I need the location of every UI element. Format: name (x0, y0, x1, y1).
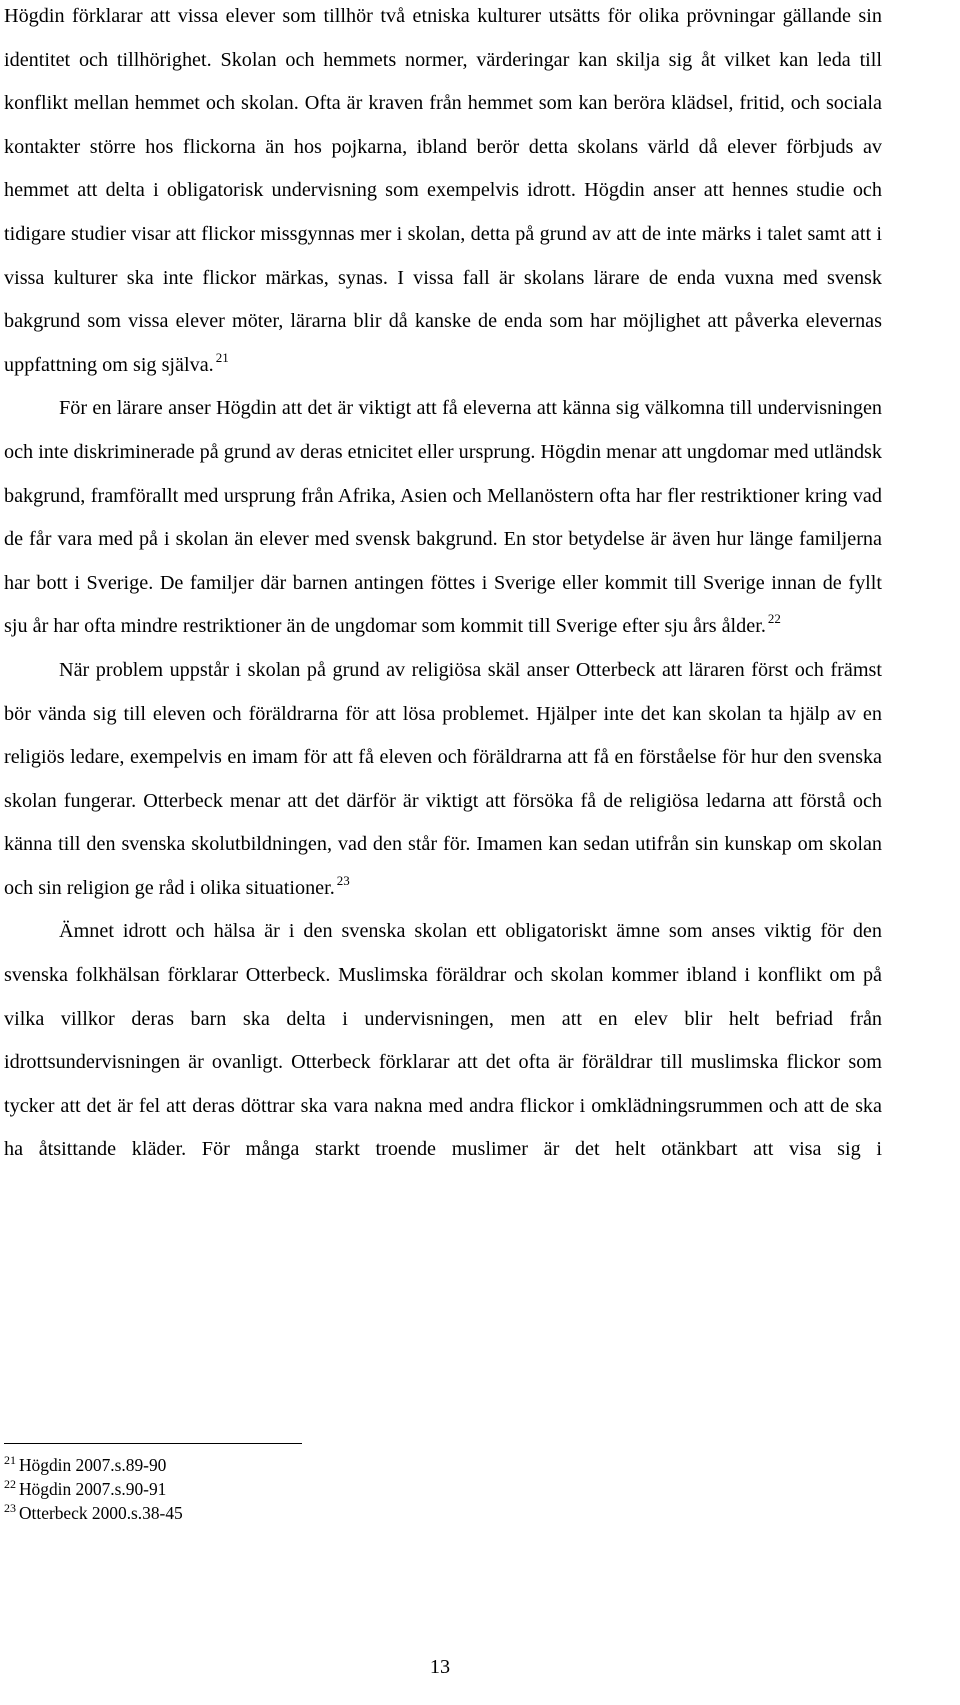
paragraph-3 (4, 649, 882, 911)
footnote-number: 23 (4, 1501, 16, 1515)
paragraph-1 (4, 0, 882, 387)
footnotes (4, 1453, 604, 1525)
body-text (4, 0, 882, 1172)
footnote-separator (4, 1443, 302, 1444)
footnote-number: 22 (4, 1477, 16, 1491)
footnote-21 (4, 1453, 604, 1477)
paragraph-1-text: Högdin förklarar att vissa elever som tillhör två etniska kulturer utsätts för olika prövningar gällande sin identitet och tillhörighet. Skolan och hemmets normer, värderingar kan skilja sig åt vilket kan leda till konflikt mellan hemmet och skolan. Ofta är kraven från hemmet som kan beröra klädsel, fritid, och sociala kontakter större hos flickorna än hos pojkarna, ibland berör detta skolans värld då elever förbjuds av hemmet att delta i obligatorisk undervisning som exempelvis idrott. Högdin anser att hennes studie och tidigare studier visar att flickor missgynnas mer i skolan, detta på grund av att de inte märks i talet samt att i vissa kulturer ska inte flickor märkas, synas. I vissa fall är skolans lärare de enda vuxna med svensk bakgrund som vissa elever möter, lärarna blir då kanske de enda som har möjlighet att påverka elevernas uppfattning om sig själva. (4, 5, 882, 376)
footnote-ref-23[interactable]: 23 (336, 872, 350, 888)
footnote-text: Högdin 2007.s.90-91 (19, 1479, 167, 1499)
footnote-text: Otterbeck 2000.s.38-45 (19, 1503, 183, 1523)
footnote-ref-22[interactable]: 22 (767, 611, 781, 627)
footnote-22 (4, 1477, 604, 1501)
paragraph-4 (4, 910, 882, 1172)
paragraph-2-text: För en lärare anser Högdin att det är viktigt att få eleverna att känna sig välkomna till undervisningen och inte diskriminerade på grund av deras etnicitet eller ursprung. Högdin menar att ungdomar med utländsk bakgrund, framförallt med ursprung från Afrika, Asien och Mellanöstern ofta har fler restriktioner kring vad de får vara med på i skolan än elever med svensk bakgrund. En stor betydelse är även hur länge familjerna har bott i Sverige. De familjer där barnen antingen föttes i Sverige eller kommit till Sverige innan de fyllt sju år har ofta mindre restriktioner än de ungdomar som kommit till Sverige efter sju års ålder. (4, 397, 882, 638)
page-number: 13 (429, 1656, 451, 1678)
footnote-number: 21 (4, 1453, 16, 1467)
footnote-ref-21[interactable]: 21 (215, 349, 229, 365)
paragraph-4-text: Ämnet idrott och hälsa är i den svenska skolan ett obligatoriskt ämne som anses viktig för den svenska folkhälsan förklarar Otterbeck. Muslimska föräldrar och skolan kommer ibland i konflikt om på vilka villkor deras barn ska delta i undervisningen, men att en elev blir helt befriad från idrottsundervisningen är ovanligt. Otterbeck förklarar att det ofta är föräldrar till muslimska flickor som tycker att det är fel att deras döttrar ska vara nakna med andra flickor i omklädningsrummen och att de ska ha åtsittande kläder. För många starkt troende muslimer är det helt otänkbart att visa sig i (4, 920, 882, 1161)
paragraph-3-text: När problem uppstår i skolan på grund av religiösa skäl anser Otterbeck att läraren först och främst bör vända sig till eleven och föräldrarna för att lösa problemet. Hjälper inte det kan skolan ta hjälp av en religiös ledare, exempelvis en imam för att få eleven och föräldrarna att få en förståelse för hur den svenska skolan fungerar. Otterbeck menar att det därför är viktigt att försöka få de religiösa ledarna att förstå och känna till den svenska skolutbildningen, vad den står för. Imamen kan sedan utifrån sin kunskap om skolan och sin religion ge råd i olika situationer. (4, 658, 882, 899)
footnote-23 (4, 1501, 604, 1525)
footnote-text: Högdin 2007.s.89-90 (19, 1455, 167, 1475)
paragraph-2 (4, 387, 882, 649)
